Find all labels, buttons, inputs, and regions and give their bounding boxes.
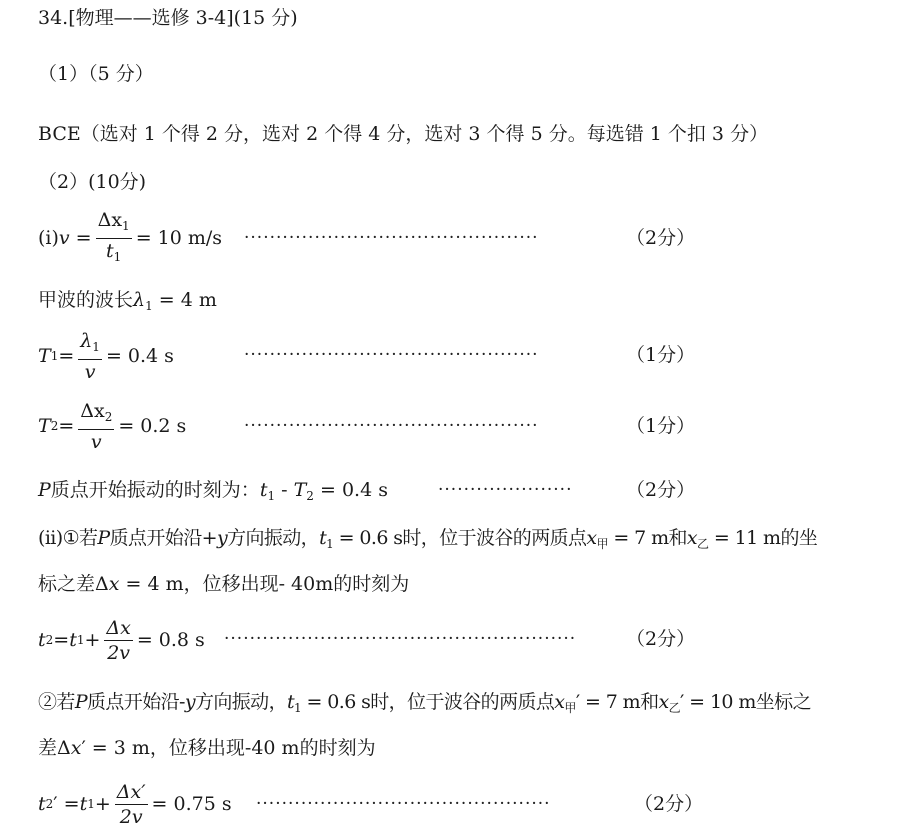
wavelength-symbol: λ <box>133 289 146 311</box>
fraction-numerator <box>78 401 114 430</box>
part1-answer: BCE（选对 1 个得 2 分，选对 2 个得 4 分，选对 3 个得 5 分。每选错 1 个扣 3 分） <box>38 123 769 145</box>
dot-leader: ·············································· <box>244 416 539 436</box>
equation-T2 <box>38 398 186 454</box>
text: 标之差Δ <box>38 573 109 595</box>
equation-velocity <box>38 210 222 266</box>
num-subscript: 1 <box>122 218 130 233</box>
text: = 7 m和 <box>607 527 687 549</box>
symbol-P: P <box>38 479 51 501</box>
fraction-numerator <box>96 210 132 239</box>
text: = 0.6 s时，位于波谷的两质点 <box>333 527 587 549</box>
case2-line2 <box>38 736 376 760</box>
eq-lhs: v <box>58 227 70 249</box>
symbol-T: T <box>293 479 307 501</box>
dot-leader: ·············································· <box>244 345 539 365</box>
x-subscript: 甲 <box>596 537 608 551</box>
num-symbol: Δx <box>106 616 131 639</box>
wavelength-line <box>38 288 217 318</box>
t-subscript: 1 <box>294 701 302 715</box>
score-label: （2分） <box>626 628 696 650</box>
eq-result: = 0.2 s <box>118 415 187 437</box>
text: 方向振动， <box>227 527 320 549</box>
eq-result: = 0.8 s <box>136 629 205 651</box>
dot-leader: ·············································· <box>256 794 551 814</box>
text: = 0.6 s时，位于波谷的两质点 <box>301 691 555 713</box>
symbol-t: t <box>319 527 327 549</box>
fraction-denominator <box>107 641 130 663</box>
case1-line1 <box>38 526 817 556</box>
eq-lhs-subscript: 2 <box>50 419 59 433</box>
minus: - <box>281 479 294 501</box>
num-symbol: Δx <box>97 208 123 231</box>
symbol-t: t <box>259 479 268 501</box>
score-label: （1分） <box>626 344 696 366</box>
part1-label: （1）（5 分） <box>38 63 154 85</box>
fraction <box>96 210 132 267</box>
symbol-P: P <box>97 527 110 549</box>
text: 质点开始沿+ <box>109 527 217 549</box>
symbol-x: x <box>586 527 597 549</box>
symbol-y: y <box>184 691 195 713</box>
symbol-x: x <box>686 527 698 549</box>
den-symbol: 2v <box>107 641 131 664</box>
p-start-line <box>38 478 388 508</box>
eq-equals: = <box>58 345 75 367</box>
section-title: 34.[物理——选修 3-4](15 分) <box>38 7 298 29</box>
eq-lhs: t <box>38 629 46 651</box>
fraction-numerator <box>78 331 102 360</box>
symbol-y: y <box>216 527 228 549</box>
eq-lhs: T <box>38 345 51 367</box>
dot-leader: ·············································· <box>244 228 539 248</box>
fraction-denominator <box>91 430 102 452</box>
fraction <box>104 618 132 663</box>
case2-line1 <box>38 690 811 720</box>
symbol-x: x <box>70 737 82 759</box>
num-subscript: 2 <box>104 409 113 424</box>
case1-line2 <box>38 572 409 596</box>
eq-lhs-subscript: 1 <box>50 349 59 363</box>
fraction <box>115 782 148 827</box>
dot-leader: ······················································· <box>224 629 577 649</box>
t-subscript: 1 <box>76 633 85 647</box>
den-symbol: v <box>84 360 96 383</box>
eq-result: = 0.75 s <box>151 793 232 815</box>
t-subscript: 1 <box>267 489 276 503</box>
x-subscript: 甲 <box>564 701 576 715</box>
equation-t2-prime <box>38 776 232 832</box>
text: 差Δ <box>38 737 71 759</box>
eq-result: = 10 m/s <box>135 227 223 249</box>
fraction-denominator <box>106 239 121 267</box>
score-label: （2分） <box>626 479 696 501</box>
symbol-P: P <box>74 691 87 713</box>
den-symbol: v <box>90 430 102 453</box>
fraction-denominator <box>85 360 96 382</box>
fraction-numerator <box>104 618 132 641</box>
part2-label: （2）(10分) <box>38 171 147 193</box>
symbol-x: x <box>658 691 669 713</box>
eq-lhs-subscript: 2 <box>45 633 54 647</box>
score-label: （2分） <box>626 227 696 249</box>
text: ②若 <box>38 691 75 713</box>
dot-leader: ····················· <box>438 480 573 500</box>
x-subscript: 乙 <box>697 537 709 551</box>
num-subscript: 1 <box>92 339 100 354</box>
text: ′ = 3 m，位移出现-40 m的时刻为 <box>81 737 376 759</box>
wavelength-subscript: 1 <box>145 299 153 313</box>
num-symbol: Δx′ <box>116 780 146 803</box>
fraction-denominator <box>120 805 143 827</box>
wavelength-text: 甲波的波长 <box>38 289 134 311</box>
eq-prefix: (i) <box>38 227 59 249</box>
fraction-numerator <box>115 782 148 805</box>
text: (ii)①若 <box>38 527 98 549</box>
fraction <box>78 331 102 382</box>
score-label: （2分） <box>634 793 704 815</box>
num-symbol: Δx <box>80 399 105 422</box>
text: ′ = 7 m和 <box>575 691 659 713</box>
t-subscript: 1 <box>87 797 95 811</box>
eq-equals: = <box>58 415 75 437</box>
fraction <box>78 401 114 452</box>
eq-result: = 0.4 s <box>319 479 388 501</box>
eq-result: = 0.4 s <box>105 345 174 367</box>
text: 质点开始沿- <box>87 691 185 713</box>
text: = 4 m，位移出现- 40m的时刻为 <box>119 573 410 595</box>
eq-equals: ′ = <box>53 793 80 815</box>
t-subscript: 1 <box>326 537 334 551</box>
plus: + <box>84 629 101 651</box>
den-symbol: 2v <box>119 805 143 828</box>
eq-lhs-subscript: 2 <box>45 797 54 811</box>
eq-lhs: T <box>38 415 51 437</box>
symbol-x: x <box>108 573 120 595</box>
eq-equals: = <box>53 629 70 651</box>
p-start-text: 质点开始振动的时刻为： <box>50 479 260 501</box>
plus: + <box>94 793 111 815</box>
x-subscript: 乙 <box>668 701 681 715</box>
symbol-x: x <box>554 691 565 713</box>
text: = 11 m的坐 <box>708 527 818 549</box>
equation-t2 <box>38 612 205 668</box>
den-subscript: 1 <box>113 249 122 264</box>
eq-lhs: t <box>38 793 46 815</box>
score-label: （1分） <box>626 415 696 437</box>
num-symbol: λ <box>80 329 93 352</box>
symbol-t: t <box>79 793 88 815</box>
T-subscript: 2 <box>306 489 314 503</box>
text: ′ = 10 m坐标之 <box>680 691 811 713</box>
symbol-t: t <box>286 691 295 713</box>
symbol-t: t <box>69 629 77 651</box>
equation-T1 <box>38 328 174 384</box>
eq-equals: = <box>69 227 92 249</box>
text: 方向振动， <box>194 691 287 713</box>
den-symbol: t <box>106 239 114 262</box>
wavelength-value: = 4 m <box>158 289 217 311</box>
